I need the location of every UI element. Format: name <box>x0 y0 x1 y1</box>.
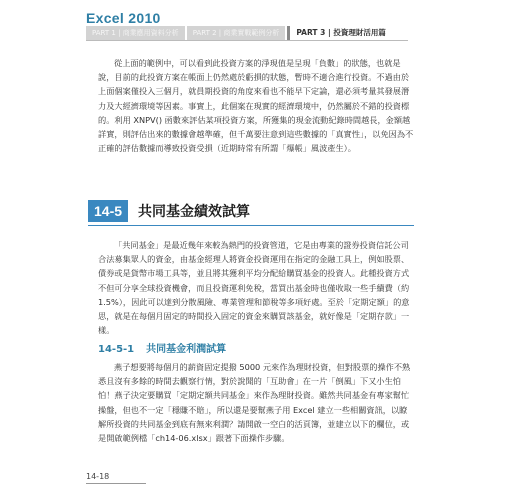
section-number: 14-5 <box>88 200 128 222</box>
section-heading <box>88 200 250 222</box>
subsection-title: 共同基金利潤試算 <box>146 344 227 355</box>
part-tabs <box>86 26 392 40</box>
footer-divider <box>86 483 146 484</box>
paragraph-scenario-text: 燕子想要將每個月的薪資固定提撥 5000 元來作為理財投資，但對股票的操作不熟悉且沒有多餘的時間去觀察行情，對於說聞的「互助會」在一片「倒風」下又小生怕怕！燕子決定要購買「定期定額共同基金」來作為理財投資。雖然共同基金有專家幫忙操盤，但也不一定「穩賺不賠」，所以還是要幫燕子用 Excel 建立一些相關資訊，以瞭解所投資的共同基金到底有無來利潤？請開啟一空白的活頁簿，並建立以下的欄位，或是開啟範例檔「ch14-06.xlsx」跟著下面操作步驟。 <box>98 362 411 444</box>
book-title: Excel 2010 <box>86 10 161 26</box>
tab-part-2: PART 2 | 商業實戰範例分析 <box>187 26 286 40</box>
subsection-heading <box>98 340 226 355</box>
subsection-number: 14-5-1 <box>98 344 135 355</box>
paragraph-intro <box>98 56 414 155</box>
paragraph-fund-definition <box>98 238 414 337</box>
section-title: 共同基金績效試算 <box>138 204 251 220</box>
tab-part-1: PART 1 | 商業應用資料分析 <box>86 26 185 40</box>
paragraph-intro-text: 從上面的範例中，可以看到此投資方案的淨現值是呈現「負數」的狀態，也就是說，目前的此投資方案在帳面上仍然處於虧損的狀態，暫時不適合進行投資。不過由於上面個案僅投入三個月，就員期投資的角度來看也不能早下定論，還必須考量其發展潛力及大經濟環境等因素。事實上，此個案在現實的經濟環境中，仍然屬於不錯的投資標的。利用 XNPV() 函數來評估某項投資方案，所獲集的現金流動紀錄時間越長，金額越詳實，則評估出來的數據會越準確，但千萬要注意到這些數據的「真實性」，以免因為不正確的評估數據而導致投資受損（近期時常有所謂「爆帳」風波產生）。 <box>98 58 414 154</box>
paragraph-fund-definition-text: 「共同基金」是最近幾年來較為熱門的投資管道，它是由專業的證券投資信託公司合法募集眾人的資金，由基金經理人將資金投資運用在指定的金融工具上，例如股票、債券或是貨幣市場工具等，並且將其獲利平均分配給購買基金的投資人。此種投資方式不但可分享全球投資機會，而且投資運利免稅，當買出基金時也僅收取一些手續費（約 1.5%），因此可以達到分散風險、專業管理和節稅等多項好處。至於「定期定額」的意思，就是在每個月固定的時間投入固定的資金來購買該基金，就好像是「定期存款」一樣。 <box>98 240 410 336</box>
tab-part-3: PART 3 | 投資理財活用篇 <box>287 26 391 40</box>
section-divider <box>88 225 414 226</box>
page-number: 14-18 <box>86 472 110 481</box>
paragraph-scenario <box>98 360 414 445</box>
header-divider <box>86 40 408 41</box>
